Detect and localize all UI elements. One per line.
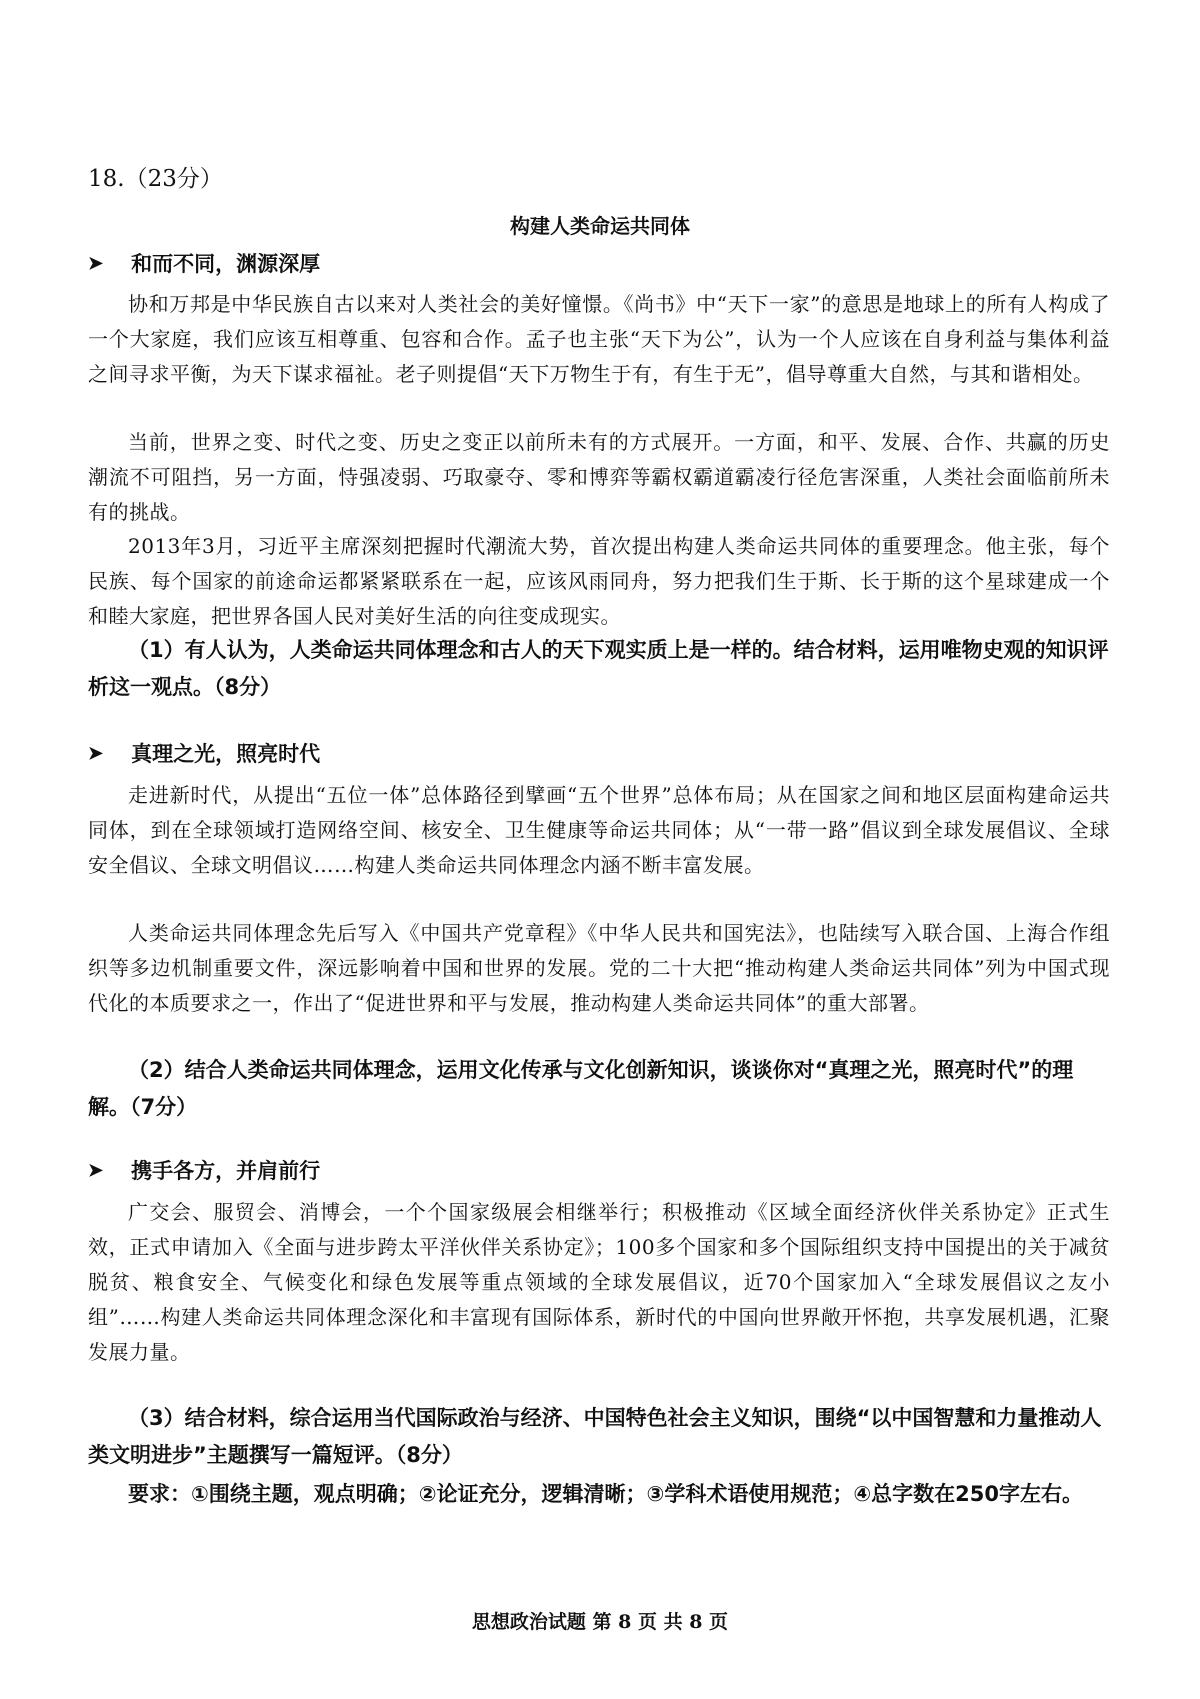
sub-question-1: （1）有人认为，人类命运共同体理念和古人的天下观实质上是一样的。结合材料，运用唯物史观的知识评析这一观点。（8分） <box>88 638 1109 699</box>
paragraph: 走进新时代，从提出“五位一体”总体路径到擘画“五个世界”总体布局；从在国家之间和地区层面构建命运共同体，到在全球领域打造网络空间、核安全、卫生健康等命运共同体；从“一带一路”倡议到全球发展倡议、全球安全倡议、全球文明倡议……构建人类命运共同体理念内涵不断丰富发展。 <box>88 783 1110 877</box>
section-heading-label: 和而不同，渊源深厚 <box>131 251 321 276</box>
arrow-bullet-icon: ➤ <box>88 252 104 274</box>
paragraph: 当前，世界之变、时代之变、历史之变正以前所未有的方式展开。一方面，和平、发展、合作、共赢的历史潮流不可阻挡，另一方面，恃强凌弱、巧取豪夺、零和博弈等霸权霸道霸凌行径危害深重，人类社会面临前所未有的挑战。 <box>88 430 1110 524</box>
section-heading-label: 真理之光，照亮时代 <box>131 741 321 766</box>
paragraph: 2013年3月，习近平主席深刻把握时代潮流大势，首次提出构建人类命运共同体的重要理念。他主张，每个民族、每个国家的前途命运都紧紧联系在一起，应该风雨同舟，努力把我们生于斯、长于斯的这个星球建成一个和睦大家庭，把世界各国人民对美好生活的向往变成现实。 <box>88 534 1110 628</box>
page-footer: 思想政治试题 第 8 页 共 8 页 <box>471 1611 729 1633</box>
section-heading-1 <box>88 248 320 278</box>
question-number: 18.（23分） <box>88 166 223 192</box>
section-heading-2 <box>88 738 320 768</box>
requirement-text: 要求：①围绕主题，观点明确；②论证充分，逻辑清晰；③学科术语使用规范；④总字数在250字左右。 <box>128 1482 1083 1506</box>
arrow-bullet-icon: ➤ <box>88 1159 104 1181</box>
paragraph: 广交会、服贸会、消博会，一个个国家级展会相继举行；积极推动《区域全面经济伙伴关系协定》正式生效，正式申请加入《全面与进步跨太平洋伙伴关系协定》；100多个国家和多个国际组织支持中国提出的关于减贫脱贫、粮食安全、气候变化和绿色发展等重点领域的全球发展倡议，近70个国家加入“全球发展倡议之友小组”……构建人类命运共同体理念深化和丰富现有国际体系，新时代的中国向世界敞开怀抱，共享发展机遇，汇聚发展力量。 <box>88 1200 1110 1364</box>
section-heading-label: 携手各方，并肩前行 <box>131 1158 321 1183</box>
sub-question-3: （3）结合材料，综合运用当代国际政治与经济、中国特色社会主义知识，围绕“以中国智慧和力量推动人类文明进步”主题撰写一篇短评。（8分） <box>88 1406 1102 1467</box>
sub-question-2: （2）结合人类命运共同体理念，运用文化传承与文化创新知识，谈谈你对“真理之光，照亮时代”的理解。（7分） <box>88 1058 1074 1119</box>
paragraph: 人类命运共同体理念先后写入《中国共产党章程》《中华人民共和国宪法》，也陆续写入联合国、上海合作组织等多边机制重要文件，深远影响着中国和世界的发展。党的二十大把“推动构建人类命运共同体”列为中国式现代化的本质要求之一，作出了“促进世界和平与发展，推动构建人类命运共同体”的重大部署。 <box>88 921 1110 1015</box>
page-title: 构建人类命运共同体 <box>510 214 690 238</box>
section-heading-3 <box>88 1155 320 1185</box>
arrow-bullet-icon: ➤ <box>88 742 104 764</box>
paragraph: 协和万邦是中华民族自古以来对人类社会的美好憧憬。《尚书》中“天下一家”的意思是地球上的所有人构成了一个大家庭，我们应该互相尊重、包容和合作。孟子也主张“天下为公”，认为一个人应该在自身利益与集体利益之间寻求平衡，为天下谋求福祉。老子则提倡“天下万物生于有，有生于无”，倡导尊重大自然，与其和谐相处。 <box>88 292 1110 386</box>
